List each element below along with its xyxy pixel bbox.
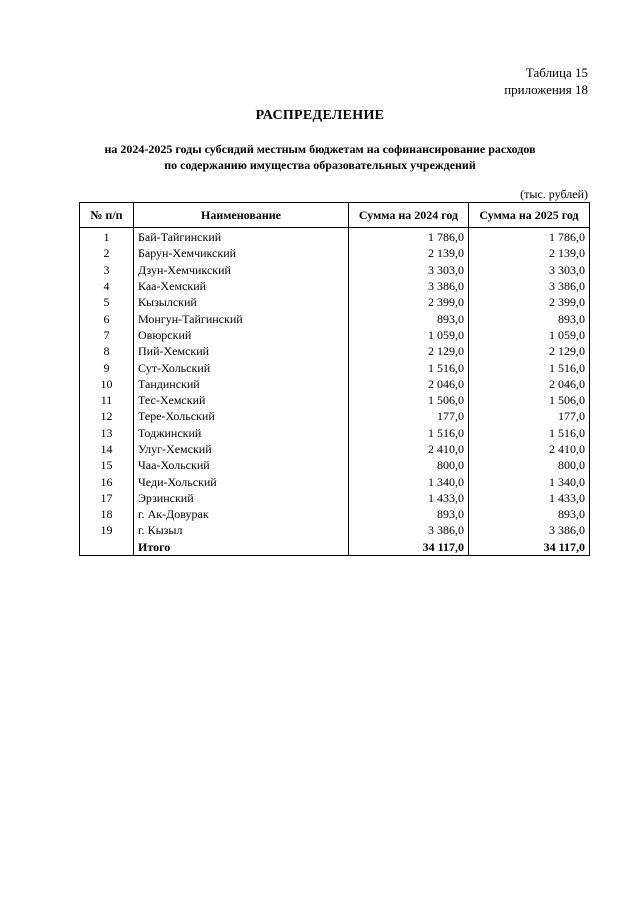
table-row — [80, 425, 590, 441]
row-number: 5 — [80, 294, 134, 310]
row-number: 18 — [80, 506, 134, 522]
row-number: 15 — [80, 457, 134, 473]
table-row — [80, 343, 590, 359]
row-amount-2025: 3 303,0 — [469, 262, 590, 278]
row-amount-2025: 1 433,0 — [469, 490, 590, 506]
row-amount-2024: 2 399,0 — [349, 294, 469, 310]
table-row — [80, 473, 590, 489]
row-number: 7 — [80, 327, 134, 343]
row-name: Бай-Тайгинский — [134, 228, 349, 246]
row-amount-2025: 800,0 — [469, 457, 590, 473]
table-row — [80, 327, 590, 343]
row-name: Улуг-Хемский — [134, 441, 349, 457]
row-name: Овюрский — [134, 327, 349, 343]
row-number: 13 — [80, 425, 134, 441]
row-amount-2025: 177,0 — [469, 408, 590, 424]
row-name: Тере-Хольский — [134, 408, 349, 424]
row-name: Тандинский — [134, 376, 349, 392]
row-name: Чаа-Хольский — [134, 457, 349, 473]
row-amount-2024: 1 433,0 — [349, 490, 469, 506]
row-name: Тоджинский — [134, 425, 349, 441]
row-number: 10 — [80, 376, 134, 392]
row-amount-2024: 1 059,0 — [349, 327, 469, 343]
row-amount-2025: 2 129,0 — [469, 343, 590, 359]
total-2024: 34 117,0 — [349, 539, 469, 556]
row-amount-2025: 3 386,0 — [469, 522, 590, 538]
table-row — [80, 408, 590, 424]
table-row — [80, 245, 590, 261]
total-row — [80, 539, 590, 556]
row-amount-2025: 2 399,0 — [469, 294, 590, 310]
row-amount-2025: 2 139,0 — [469, 245, 590, 261]
row-name: Пий-Хемский — [134, 343, 349, 359]
row-amount-2024: 2 139,0 — [349, 245, 469, 261]
row-amount-2024: 893,0 — [349, 506, 469, 522]
column-header-number: № п/п — [80, 203, 134, 228]
subtitle-line-2: по содержанию имущества образовательных учреждений — [164, 158, 476, 172]
row-amount-2025: 3 386,0 — [469, 278, 590, 294]
row-amount-2025: 1 516,0 — [469, 425, 590, 441]
row-amount-2024: 1 516,0 — [349, 425, 469, 441]
row-name: Чеди-Хольский — [134, 473, 349, 489]
table-reference — [504, 64, 588, 98]
column-header-2025: Сумма на 2025 год — [469, 203, 590, 228]
row-number: 2 — [80, 245, 134, 261]
table-header-row — [80, 203, 590, 228]
table-row — [80, 278, 590, 294]
row-number: 4 — [80, 278, 134, 294]
row-amount-2024: 2 129,0 — [349, 343, 469, 359]
budget-table — [79, 202, 590, 556]
row-amount-2024: 1 786,0 — [349, 228, 469, 246]
document-subtitle — [90, 141, 550, 173]
row-name: Эрзинский — [134, 490, 349, 506]
row-amount-2024: 2 410,0 — [349, 441, 469, 457]
table-row — [80, 376, 590, 392]
row-amount-2024: 800,0 — [349, 457, 469, 473]
row-amount-2025: 893,0 — [469, 310, 590, 326]
row-number: 8 — [80, 343, 134, 359]
row-number: 9 — [80, 359, 134, 375]
appendix-number-label: приложения 18 — [504, 82, 588, 97]
row-amount-2024: 2 046,0 — [349, 376, 469, 392]
table-row — [80, 392, 590, 408]
row-number: 12 — [80, 408, 134, 424]
row-amount-2025: 2 410,0 — [469, 441, 590, 457]
row-amount-2024: 1 516,0 — [349, 359, 469, 375]
table-row — [80, 457, 590, 473]
row-number: 6 — [80, 310, 134, 326]
row-name: Каа-Хемский — [134, 278, 349, 294]
table-row — [80, 294, 590, 310]
row-name: Монгун-Тайгинский — [134, 310, 349, 326]
total-label: Итого — [134, 539, 349, 556]
total-2025: 34 117,0 — [469, 539, 590, 556]
row-amount-2024: 3 386,0 — [349, 522, 469, 538]
row-number: 14 — [80, 441, 134, 457]
units-label: (тыс. рублей) — [520, 187, 588, 201]
total-num-cell — [80, 539, 134, 556]
table-row — [80, 228, 590, 246]
table-row — [80, 506, 590, 522]
row-amount-2025: 1 516,0 — [469, 359, 590, 375]
row-amount-2025: 893,0 — [469, 506, 590, 522]
table-row — [80, 359, 590, 375]
row-number: 16 — [80, 473, 134, 489]
row-number: 17 — [80, 490, 134, 506]
row-number: 19 — [80, 522, 134, 538]
row-amount-2025: 2 046,0 — [469, 376, 590, 392]
row-name: Тес-Хемский — [134, 392, 349, 408]
row-amount-2024: 3 303,0 — [349, 262, 469, 278]
row-number: 1 — [80, 228, 134, 246]
row-name: Сут-Хольский — [134, 359, 349, 375]
row-name: Дзун-Хемчикский — [134, 262, 349, 278]
table-row — [80, 522, 590, 538]
column-header-name: Наименование — [134, 203, 349, 228]
row-number: 3 — [80, 262, 134, 278]
row-amount-2024: 1 506,0 — [349, 392, 469, 408]
row-amount-2025: 1 786,0 — [469, 228, 590, 246]
table-row — [80, 262, 590, 278]
row-number: 11 — [80, 392, 134, 408]
row-amount-2024: 1 340,0 — [349, 473, 469, 489]
column-header-2024: Сумма на 2024 год — [349, 203, 469, 228]
row-name: Кызылский — [134, 294, 349, 310]
table-number-label: Таблица 15 — [525, 65, 588, 80]
table-row — [80, 490, 590, 506]
row-amount-2024: 177,0 — [349, 408, 469, 424]
row-name: г. Кызыл — [134, 522, 349, 538]
subtitle-line-1: на 2024-2025 годы субсидий местным бюджетам на софинансирование расходов — [104, 142, 536, 156]
row-amount-2024: 893,0 — [349, 310, 469, 326]
row-amount-2025: 1 340,0 — [469, 473, 590, 489]
row-amount-2024: 3 386,0 — [349, 278, 469, 294]
row-amount-2025: 1 059,0 — [469, 327, 590, 343]
document-title: РАСПРЕДЕЛЕНИЕ — [255, 108, 385, 123]
row-name: Барун-Хемчикский — [134, 245, 349, 261]
row-name: г. Ак-Довурак — [134, 506, 349, 522]
table-row — [80, 310, 590, 326]
row-amount-2025: 1 506,0 — [469, 392, 590, 408]
table-row — [80, 441, 590, 457]
